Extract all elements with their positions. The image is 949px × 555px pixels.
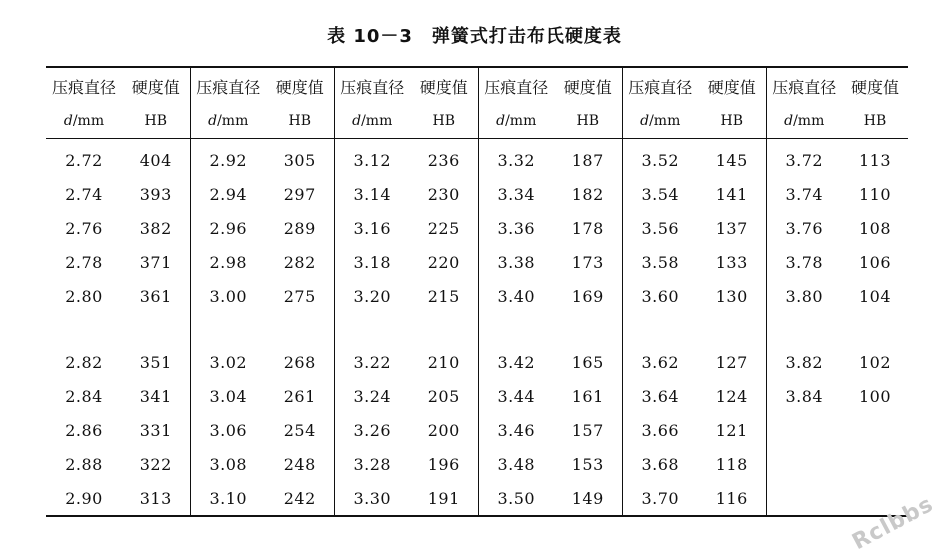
header-diameter: 压痕直径 [478,67,554,104]
table-row [46,211,908,245]
unit-text: /mm [217,113,249,129]
diameter-cell: 2.78 [65,252,103,272]
header-hardness-unit: HB [842,104,908,139]
diameter-cell: 2.82 [65,352,103,372]
diameter-cell: 3.74 [766,177,842,211]
header-hardness: 硬度值 [842,67,908,104]
diameter-cell: 3.82 [766,345,842,379]
unit-text: /mm [361,113,393,129]
diameter-cell: 3.04 [190,379,266,413]
hardness-cell: 130 [715,286,748,306]
hardness-cell: 205 [427,386,460,406]
hardness-cell: 254 [283,420,316,440]
hardness-cell: 331 [139,420,172,440]
diameter-cell: 3.14 [334,177,410,211]
hardness-cell: 275 [283,286,316,306]
diameter-cell: 3.38 [478,245,554,279]
header-diameter-unit [478,104,554,139]
spacer-cell [190,313,266,345]
unit-variable: d [208,113,218,129]
diameter-cell [766,481,842,516]
hardness-cell: 145 [715,150,748,170]
header-diameter-unit [622,104,698,139]
header-diameter: 压痕直径 [334,67,410,104]
hardness-cell: 215 [427,286,460,306]
diameter-cell: 2.76 [65,218,103,238]
header-diameter-unit [46,104,122,139]
hardness-cell: 242 [266,481,334,516]
diameter-cell: 3.64 [622,379,698,413]
diameter-cell: 3.84 [766,379,842,413]
spacer-cell [842,313,908,345]
watermark-logo: Rclbbs [848,491,938,555]
diameter-cell: 3.78 [766,245,842,279]
diameter-cell: 3.40 [478,279,554,313]
hardness-cell: 153 [571,454,604,474]
unit-text: /mm [649,113,681,129]
hardness-cell: 182 [571,184,604,204]
diameter-cell: 3.70 [622,481,698,516]
unit-text: /mm [793,113,825,129]
diameter-cell: 3.56 [622,211,698,245]
diameter-cell: 3.66 [622,413,698,447]
diameter-cell: 3.60 [622,279,698,313]
diameter-cell: 3.08 [190,447,266,481]
hardness-cell: 161 [571,386,604,406]
table-row [46,279,908,313]
hardness-cell: 404 [139,150,172,170]
hardness-cell: 289 [283,218,316,238]
header-hardness: 硬度值 [554,67,622,104]
hardness-cell: 305 [283,150,316,170]
hardness-cell: 225 [427,218,460,238]
hardness-cell: 124 [715,386,748,406]
hardness-cell: 236 [427,150,460,170]
diameter-cell: 2.86 [65,420,103,440]
table-header [46,67,908,139]
hardness-cell [842,413,908,447]
hardness-cell: 118 [715,454,748,474]
diameter-cell: 2.90 [46,481,122,516]
hardness-cell: 351 [139,352,172,372]
diameter-cell: 3.62 [622,345,698,379]
unit-variable: d [496,113,506,129]
group-spacer [46,313,908,345]
table-row [46,481,908,516]
hardness-cell: 121 [715,420,748,440]
diameter-cell: 2.94 [190,177,266,211]
table-row [46,139,908,178]
table-row [46,447,908,481]
table-row [46,345,908,379]
diameter-cell: 3.30 [334,481,410,516]
diameter-cell: 3.48 [478,447,554,481]
hardness-cell: 113 [858,150,892,170]
header-diameter-unit [190,104,266,139]
diameter-cell [766,413,842,447]
diameter-cell: 3.68 [622,447,698,481]
diameter-cell: 2.92 [190,139,266,178]
spacer-cell [334,313,410,345]
hardness-cell: 149 [554,481,622,516]
unit-variable: d [784,113,794,129]
diameter-cell: 3.12 [334,139,410,178]
table-row [46,379,908,413]
spacer-cell [766,313,842,345]
spacer-cell [410,313,478,345]
header-hardness: 硬度值 [122,67,190,104]
hardness-cell: 187 [571,150,604,170]
table-body [46,139,908,517]
header-unit-row [46,104,908,139]
diameter-cell: 3.18 [334,245,410,279]
diameter-cell: 3.34 [478,177,554,211]
header-hardness-unit: HB [698,104,766,139]
hardness-cell: 133 [715,252,748,272]
hardness-cell: 371 [139,252,172,272]
hardness-cell: 108 [858,218,892,238]
diameter-cell: 2.88 [65,454,103,474]
spacer-cell [478,313,554,345]
header-diameter: 压痕直径 [46,67,122,104]
header-hardness: 硬度值 [410,67,478,104]
table-row [46,177,908,211]
hardness-cell: 341 [139,386,172,406]
hardness-table-container [46,66,908,517]
diameter-cell: 3.36 [478,211,554,245]
header-hardness-unit: HB [122,104,190,139]
hardness-cell: 104 [858,286,892,306]
hardness-cell: 230 [427,184,460,204]
unit-variable: d [640,113,650,129]
header-diameter: 压痕直径 [190,67,266,104]
diameter-cell: 3.52 [622,139,698,178]
hardness-cell: 196 [427,454,460,474]
diameter-cell: 2.80 [65,286,103,306]
diameter-cell: 3.44 [478,379,554,413]
header-hardness-unit: HB [554,104,622,139]
unit-text: /mm [505,113,537,129]
diameter-cell: 3.10 [190,481,266,516]
diameter-cell: 3.72 [766,139,842,178]
diameter-cell: 3.58 [622,245,698,279]
diameter-cell: 3.24 [334,379,410,413]
hardness-cell: 200 [427,420,460,440]
hardness-cell: 100 [858,386,892,406]
diameter-cell: 2.72 [65,150,103,170]
spacer-cell [266,313,334,345]
hardness-cell: 220 [427,252,460,272]
hardness-cell: 157 [571,420,604,440]
diameter-cell: 3.02 [190,345,266,379]
spacer-cell [46,313,122,345]
hardness-cell: 169 [571,286,604,306]
diameter-cell: 3.42 [478,345,554,379]
hardness-cell: 282 [283,252,316,272]
hardness-cell: 313 [122,481,190,516]
header-hardness: 硬度值 [698,67,766,104]
hardness-cell: 137 [715,218,748,238]
diameter-cell: 2.98 [190,245,266,279]
diameter-cell: 2.74 [65,184,103,204]
header-diameter: 压痕直径 [766,67,842,104]
hardness-cell: 165 [571,352,604,372]
header-diameter-unit [766,104,842,139]
diameter-cell: 3.32 [478,139,554,178]
hardness-cell: 361 [139,286,172,306]
hardness-table [46,66,908,517]
table-row [46,245,908,279]
hardness-cell: 110 [858,184,892,204]
diameter-cell: 3.80 [766,279,842,313]
diameter-cell: 3.54 [622,177,698,211]
hardness-cell: 173 [571,252,604,272]
table-row [46,413,908,447]
hardness-cell: 261 [283,386,316,406]
spacer-cell [554,313,622,345]
unit-variable: d [63,113,73,129]
spacer-cell [122,313,190,345]
diameter-cell: 2.84 [65,386,103,406]
diameter-cell: 3.16 [334,211,410,245]
diameter-cell: 3.26 [334,413,410,447]
header-hardness: 硬度值 [266,67,334,104]
unit-variable: d [352,113,362,129]
header-label-row [46,67,908,104]
diameter-cell: 2.96 [190,211,266,245]
diameter-cell: 3.50 [478,481,554,516]
unit-text: /mm [72,113,105,129]
hardness-cell: 382 [139,218,172,238]
diameter-cell: 3.22 [334,345,410,379]
spacer-cell [622,313,698,345]
hardness-cell [842,447,908,481]
table-title: 表 10－3 弹簧式打击布氏硬度表 [327,26,622,47]
hardness-cell: 102 [858,352,892,372]
hardness-cell: 210 [427,352,460,372]
hardness-cell: 106 [858,252,892,272]
diameter-cell: 3.06 [190,413,266,447]
diameter-cell [766,447,842,481]
diameter-cell: 3.46 [478,413,554,447]
hardness-cell: 297 [283,184,316,204]
hardness-cell: 141 [715,184,748,204]
hardness-cell: 268 [283,352,316,372]
diameter-cell: 3.76 [766,211,842,245]
diameter-cell: 3.20 [334,279,410,313]
hardness-cell: 322 [139,454,172,474]
diameter-cell: 3.00 [190,279,266,313]
spacer-cell [698,313,766,345]
hardness-cell: 178 [571,218,604,238]
hardness-cell: 116 [698,481,766,516]
header-hardness-unit: HB [266,104,334,139]
header-hardness-unit: HB [410,104,478,139]
hardness-cell: 248 [283,454,316,474]
hardness-cell: 191 [410,481,478,516]
diameter-cell: 3.28 [334,447,410,481]
header-diameter: 压痕直径 [622,67,698,104]
hardness-cell: 127 [715,352,748,372]
hardness-cell: 393 [139,184,172,204]
header-diameter-unit [334,104,410,139]
